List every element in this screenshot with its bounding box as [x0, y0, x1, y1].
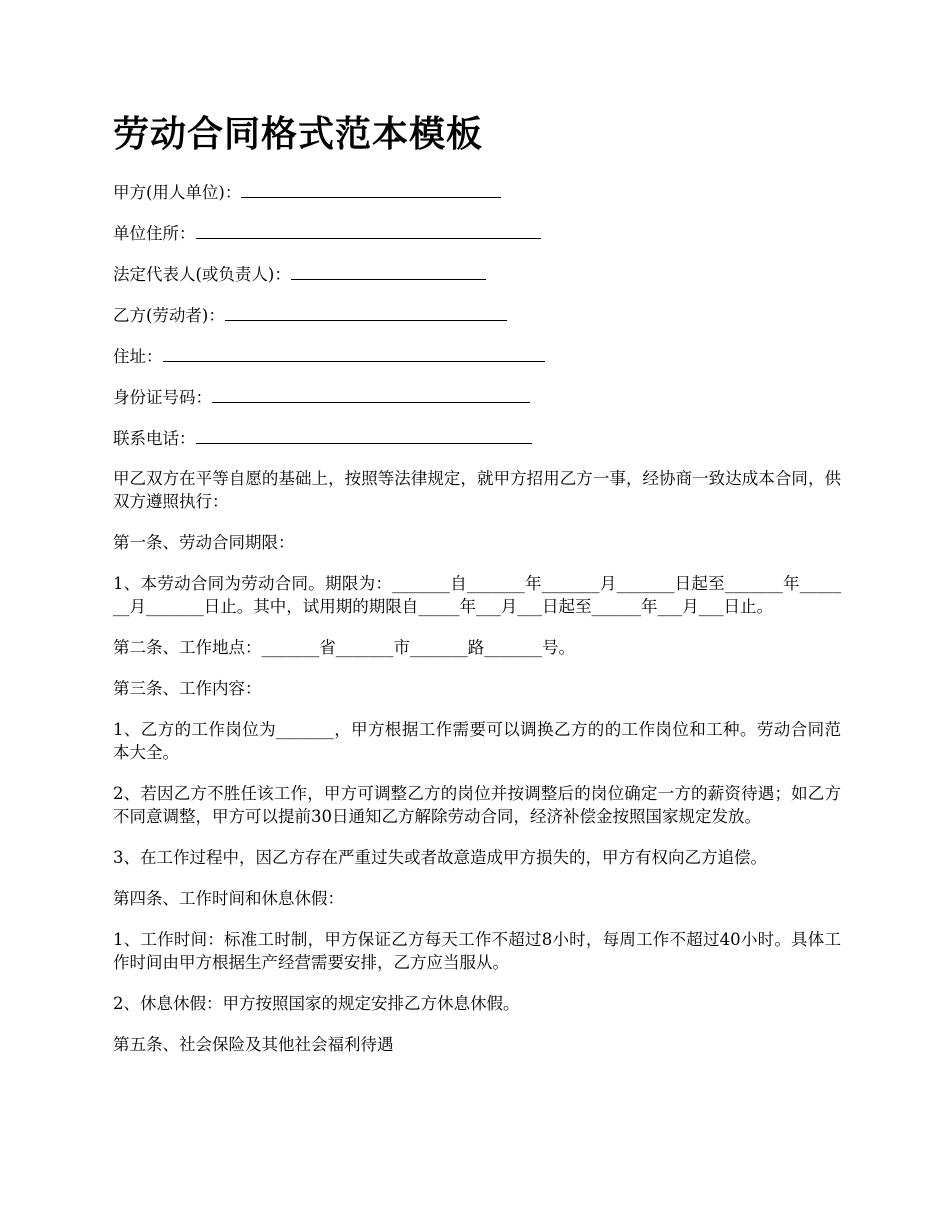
- blank-line: [196, 426, 532, 444]
- field-label: 法定代表人(或负责人)：: [113, 265, 291, 284]
- article-4-clause-1: 1、工作时间：标准工时制，甲方保证乙方每天工作不超过8小时，每周工作不超过40小时。具体工作时间由甲方根据生产经营需要安排，乙方应当服从。: [113, 930, 841, 972]
- field-party-a: [113, 180, 841, 203]
- blank-line: [212, 385, 530, 403]
- blank-line: [241, 180, 501, 198]
- field-label: 住址：: [113, 347, 163, 366]
- blank-line: [291, 262, 486, 280]
- intro-paragraph: 甲乙双方在平等自愿的基础上，按照等法律规定，就甲方招用乙方一事，经协商一致达成本合同，供双方遵照执行：: [113, 469, 841, 511]
- article-3-clause-2: 2、若因乙方不胜任该工作，甲方可调整乙方的岗位并按调整后的岗位确定一方的薪资待遇；如乙方不同意调整，甲方可以提前30日通知乙方解除劳动合同，经济补偿金按照国家规定发放。: [113, 784, 841, 826]
- field-label: 单位住所：: [113, 224, 196, 243]
- article-1-heading: 第一条、劳动合同期限：: [113, 533, 295, 552]
- article-5-heading: 第五条、社会保险及其他社会福利待遇: [113, 1035, 394, 1054]
- field-id-number: [113, 385, 841, 408]
- field-legal-representative: [113, 262, 841, 285]
- field-label: 甲方(用人单位)：: [113, 183, 242, 202]
- article-4-heading: 第四条、工作时间和休息休假：: [113, 889, 344, 908]
- field-company-address: [113, 221, 841, 244]
- article-3-heading: 第三条、工作内容：: [113, 679, 262, 698]
- article-2-heading: 第二条、工作地点：_______省_______市_______路_______号。: [113, 638, 575, 657]
- blank-line: [163, 344, 545, 362]
- article-4-clause-2: 2、休息休假：甲方按照国家的规定安排乙方休息休假。: [113, 994, 520, 1013]
- article-3-clause-1: 1、乙方的工作岗位为_______，甲方根据工作需要可以调换乙方的的工作岗位和工种。劳动合同范本大全。: [113, 720, 841, 762]
- blank-line: [225, 303, 507, 321]
- document-title: 劳动合同格式范本模板: [113, 114, 484, 155]
- field-label: 乙方(劳动者)：: [113, 306, 225, 325]
- blank-line: [196, 221, 541, 239]
- field-label: 联系电话：: [113, 429, 196, 448]
- field-label: 身份证号码：: [113, 388, 212, 407]
- article-3-clause-3: 3、在工作过程中，因乙方存在严重过失或者故意造成甲方损失的，甲方有权向乙方追偿。: [113, 848, 767, 867]
- field-party-b: [113, 303, 841, 326]
- field-address: [113, 344, 841, 367]
- document-page: [113, 108, 841, 1074]
- article-1-clause-1: 1、本劳动合同为劳动合同。期限为：_______自_______年_______月_______日起至_______年_______月_______日止。其中，试用期的期限自_____年___月___日起至______年___月___日止。: [113, 574, 841, 616]
- field-phone: [113, 426, 841, 449]
